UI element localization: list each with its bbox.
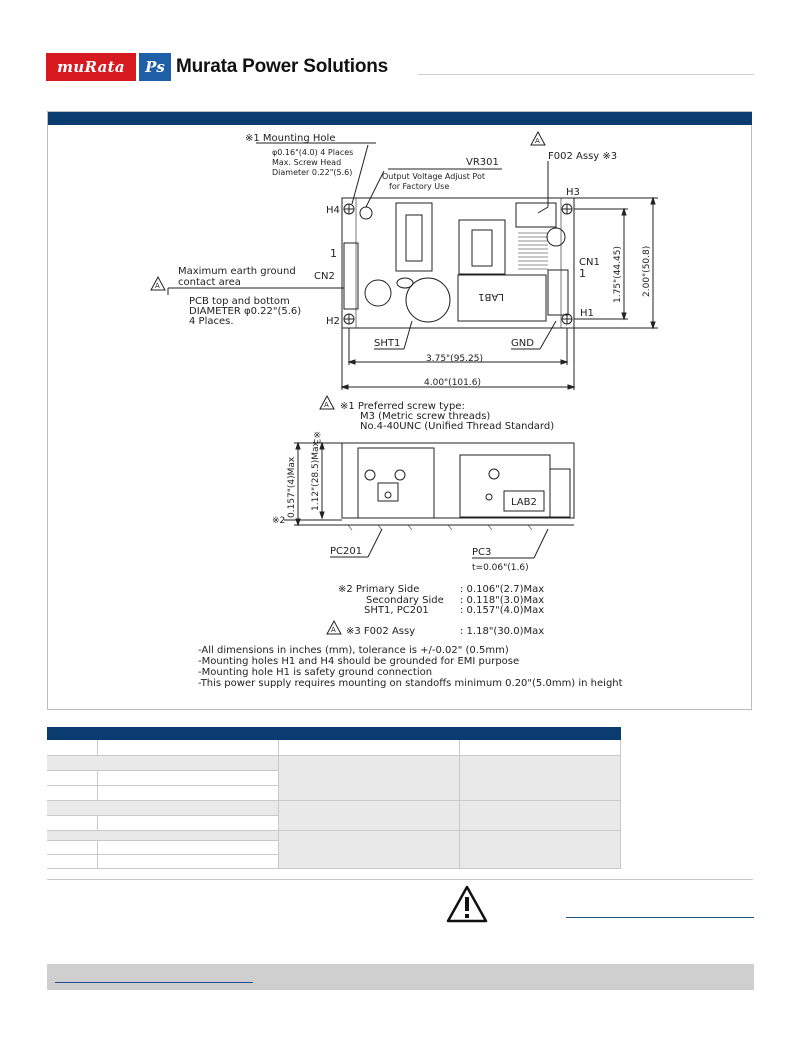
footer-divider [47, 879, 753, 880]
table-cell [98, 855, 279, 869]
board-outline-side [342, 443, 574, 518]
table-cell [279, 740, 460, 756]
table-merged-cell [279, 831, 460, 869]
side-row-1-label: ※2 Primary Side [338, 584, 420, 595]
mounting-hole-h4 [344, 204, 354, 214]
mounting-hole-line-3: Diameter 0.22"(5.6) [272, 168, 353, 177]
note-1: -All dimensions in inches (mm), tolerance is +/-0.02" (0.5mm) [198, 645, 509, 656]
cn1-label: CN1 [579, 257, 600, 268]
side-star3: ※3 [311, 431, 321, 445]
earth-note-2: contact area [178, 277, 241, 288]
mounting-hole-h2 [344, 314, 354, 324]
mounting-hole-title: ※1 Mounting Hole [245, 133, 336, 144]
h2-label: H2 [326, 316, 340, 327]
table-cell [98, 786, 279, 801]
vr301-pot [360, 207, 372, 219]
table-cell [98, 816, 279, 831]
dim-200: 2.00"(50.8) [642, 245, 652, 297]
dim-400: 4.00"(101.6) [424, 378, 481, 388]
side-row-3-value: : 0.157"(4.0)Max [460, 605, 545, 616]
side-row-2-value: : 0.118"(3.0)Max [460, 595, 545, 606]
mounting-hole-h3 [562, 204, 572, 214]
table-merged-cell [460, 801, 621, 831]
dim-175: 1.75"(44.45) [613, 246, 623, 303]
drawing-header-bar [48, 112, 752, 125]
power-solutions-mark [139, 53, 171, 81]
cn2-label: CN2 [314, 271, 335, 282]
table-cell [47, 841, 98, 855]
h4-label: H4 [326, 205, 340, 216]
rev-mark-a-2: A [155, 282, 160, 290]
vr301-desc-1: Output Voltage Adjust Pot [382, 172, 486, 181]
revision-mark-earth [151, 277, 165, 290]
table-cell [47, 855, 98, 869]
pc3-label: PC3 [472, 547, 492, 558]
screw-note-1: ※1 Preferred screw type: [340, 401, 465, 412]
vr301-desc-2: for Factory Use [389, 182, 450, 191]
table-header-bar [47, 727, 621, 740]
pcb-note-2: DIAMETER φ0.22"(5.6) [189, 306, 302, 317]
pc201-label: PC201 [330, 546, 363, 557]
table-cell [47, 740, 98, 756]
footer-link-underline[interactable] [566, 917, 754, 918]
table-cell [98, 841, 279, 855]
footer-band-link-underline[interactable] [55, 982, 253, 983]
table-cell [47, 816, 98, 831]
pcb-note-3: 4 Places. [189, 316, 234, 327]
note-2: -Mounting holes H1 and H4 should be grounded for EMI purpose [198, 656, 520, 667]
side-dim-157: 0.157"(4)Max [287, 456, 297, 518]
footer-band [47, 964, 754, 990]
side-star2: ※2 [272, 516, 286, 526]
pcb-note-1: PCB top and bottom [189, 296, 290, 307]
table-cell [98, 771, 279, 786]
header-divider [418, 74, 754, 75]
cn1-connector [548, 270, 568, 315]
side-row-2-label: Secondary Side [366, 595, 444, 606]
mechanical-drawing [48, 125, 752, 709]
lab2-label: LAB2 [511, 497, 537, 508]
table-group-row [47, 756, 279, 771]
revision-mark-screw [320, 396, 334, 409]
rev-mark-a-4: A [331, 626, 336, 634]
f002-label: F002 Assy ※3 [548, 151, 618, 162]
logo-text: muRata [57, 58, 125, 76]
note-3: -Mounting hole H1 is safety ground connection [198, 667, 433, 678]
side-dim-112: 1.12"(28.5)Max [311, 441, 321, 511]
revision-mark-f002 [531, 132, 545, 145]
rev-mark-a-3: A [324, 401, 329, 409]
table-cell [47, 786, 98, 801]
table-group-row [47, 801, 279, 816]
table-merged-cell [279, 801, 460, 831]
lab1-label: LAB1 [478, 291, 504, 302]
f002-row-label: ※3 F002 Assy [346, 626, 416, 637]
table-cell [98, 740, 279, 756]
murata-logo [46, 53, 136, 81]
h1-label: H1 [580, 308, 594, 319]
table-merged-cell [279, 756, 460, 801]
ps-mark-text: Ps [145, 58, 165, 76]
sht1-label: SHT1 [374, 338, 401, 349]
f002-row-value: : 1.18"(30.0)Max [460, 626, 545, 637]
dim-375: 3.75"(95.25) [426, 354, 483, 364]
table-group-row [47, 831, 279, 841]
warning-icon [446, 885, 488, 923]
mounting-hole-line-1: φ0.16"(4.0) 4 Places [272, 148, 354, 157]
gnd-label: GND [511, 338, 534, 349]
table-cell [460, 740, 621, 756]
table-cell [47, 771, 98, 786]
cn2-pin-one: 1 [330, 247, 337, 260]
mounting-hole-line-2: Max. Screw Head [272, 158, 342, 167]
pc3-thickness: t=0.06"(1.6) [472, 563, 529, 573]
company-name: Murata Power Solutions [176, 56, 389, 77]
screw-note-3: No.4-40UNC (Unified Thread Standard) [360, 421, 555, 432]
table-merged-cell [460, 756, 621, 801]
h3-label: H3 [566, 187, 580, 198]
rev-mark-a-1: A [535, 137, 540, 145]
earth-note-1: Maximum earth ground [178, 266, 296, 277]
vr301-label: VR301 [466, 157, 499, 168]
screw-note-2: M3 (Metric screw threads) [360, 411, 491, 422]
revision-mark-f002-row [327, 621, 341, 634]
side-row-3-label: SHT1, PC201 [364, 605, 429, 616]
side-row-1-value: : 0.106"(2.7)Max [460, 584, 545, 595]
table-merged-cell [460, 831, 621, 869]
note-4: -This power supply requires mounting on standoffs minimum 0.20"(5.0mm) in height [198, 678, 623, 689]
cn1-pin-one: 1 [579, 267, 586, 280]
